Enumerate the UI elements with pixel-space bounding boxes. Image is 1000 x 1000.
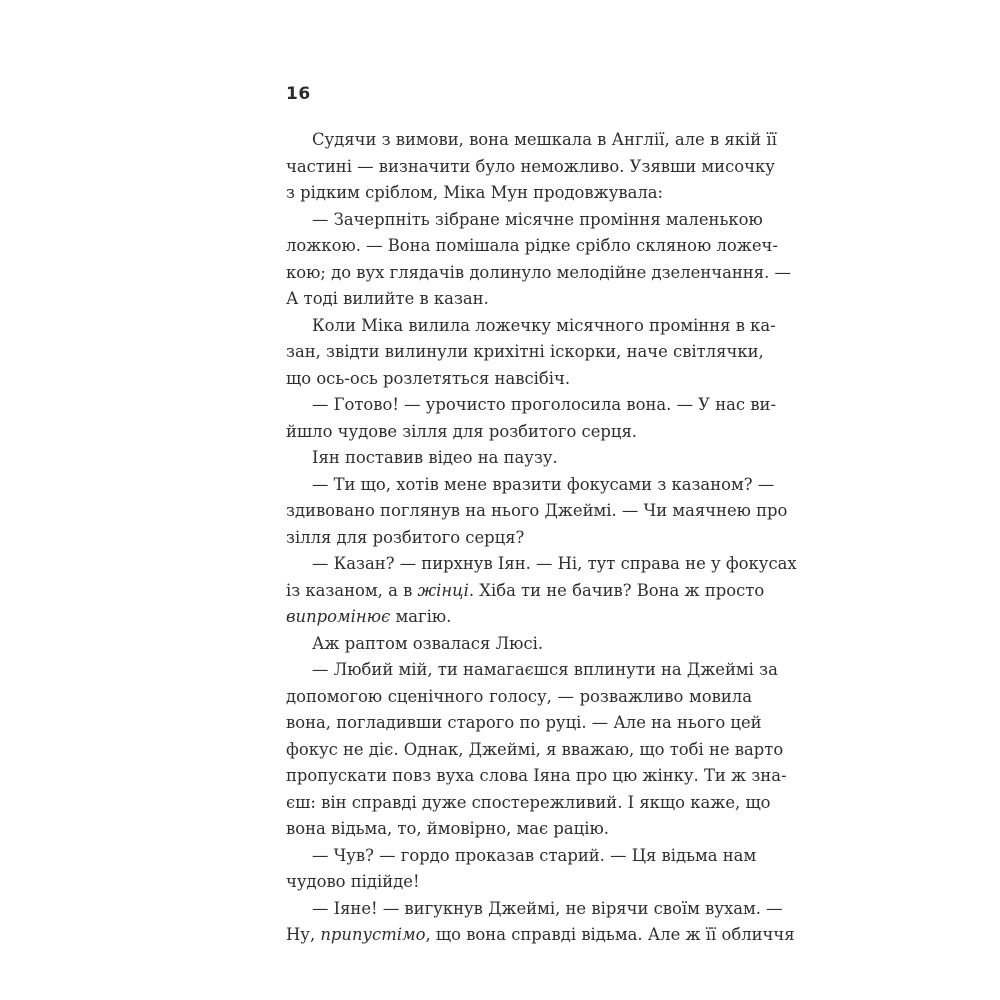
text-segment: Ну,	[286, 925, 321, 944]
text-segment: вона відьма, то, ймовірно, має рацію.	[286, 819, 609, 838]
text-segment: кою; до вух глядачів долинуло мелодійне дзеленчання. —	[286, 262, 791, 282]
text-line	[286, 286, 752, 313]
text-line	[286, 445, 752, 472]
text-segment: — Іяне! — вигукнув Джеймі, не вірячи своїм вухам. —	[312, 898, 783, 918]
text-line	[286, 578, 765, 605]
text-line	[286, 127, 777, 154]
text-segment: зілля для розбитого серця?	[286, 527, 525, 547]
text-line	[286, 896, 783, 923]
text-segment: . Хіба ти не бачив? Вона ж просто	[468, 580, 765, 600]
text-segment: фокус не діє. Однак, Джеймі, я вважаю, що тобі не варто	[286, 739, 784, 759]
text-segment: — Любий мій, ти намагаєшся вплинути на Джеймі за	[312, 660, 778, 679]
text-line	[286, 498, 788, 525]
text-segment: допомогою сценічного голосу, — розважливо мовила	[286, 686, 752, 706]
text-segment: А тоді вилийте в казан.	[286, 289, 489, 308]
text-line	[286, 207, 763, 234]
italic-text: припустімо	[320, 925, 426, 944]
body-text	[286, 127, 797, 949]
text-line	[286, 869, 752, 896]
text-segment: — Зачерпніть зібране місячне проміння маленькою	[312, 209, 763, 229]
text-line	[286, 843, 757, 870]
text-segment: Іян поставив відео на паузу.	[312, 448, 558, 467]
page-number: 16	[286, 84, 311, 104]
text-line	[286, 790, 771, 817]
text-line	[286, 737, 784, 764]
text-line	[286, 551, 797, 578]
text-segment: що ось-ось розлетяться навсібіч.	[286, 368, 571, 388]
text-line	[286, 472, 775, 499]
text-segment: Коли Міка вилила ложечку місячного проміння в ка-	[312, 315, 776, 335]
text-segment: зан, звідти вилинули крихітні іскорки, наче світлячки,	[286, 342, 764, 361]
text-line	[286, 684, 752, 711]
text-line	[286, 154, 775, 181]
italic-text: жінці	[417, 580, 469, 600]
text-line	[286, 419, 752, 446]
text-segment: вона, погладивши старого по руці. — Але на нього цей	[286, 713, 762, 732]
text-segment: — Ти що, хотів мене вразити фокусами з казаном? —	[312, 474, 775, 494]
text-segment: Аж раптом озвалася Люсі.	[312, 633, 544, 653]
text-segment: , що вона справді відьма. Але ж її обличчя	[425, 925, 795, 944]
text-segment: з рідким сріблом, Міка Мун продовжувала:	[286, 183, 664, 202]
text-line	[286, 763, 787, 790]
text-line	[286, 313, 776, 340]
text-segment: ложкою. — Вона помішала рідке срібло скляною ложеч-	[286, 236, 778, 255]
text-segment: чудово підійде!	[286, 872, 420, 891]
text-segment: здивовано поглянув на нього Джеймі. — Чи маячнею про	[286, 501, 788, 520]
text-line	[286, 233, 778, 260]
text-line	[286, 180, 752, 207]
text-line	[286, 604, 752, 631]
text-line	[286, 366, 752, 393]
text-segment: Судячи з вимови, вона мешкала в Англії, але в якій її	[312, 130, 777, 149]
italic-text: випромінює	[286, 607, 391, 626]
text-line	[286, 657, 778, 684]
text-line	[286, 339, 764, 366]
text-line	[286, 816, 752, 843]
text-segment: єш: він справді дуже спостережливий. І якщо каже, що	[286, 792, 771, 812]
text-line	[286, 392, 777, 419]
text-line	[286, 922, 795, 949]
text-line	[286, 525, 752, 552]
text-line	[286, 631, 752, 658]
text-segment: — Готово! — урочисто проголосила вона. — У нас ви-	[312, 395, 777, 414]
text-segment: — Чув? — гордо проказав старий. — Ця відьма нам	[312, 845, 757, 865]
text-segment: із казаном, а в	[286, 580, 418, 600]
text-segment: — Казан? — пирхнув Іян. — Ні, тут справа не у фокусах	[312, 554, 797, 573]
text-segment: пропускати повз вуха слова Іяна про цю жінку. Ти ж зна-	[286, 766, 787, 785]
text-segment: частині — визначити було неможливо. Узявши мисочку	[286, 156, 775, 176]
text-segment: йшло чудове зілля для розбитого серця.	[286, 421, 637, 441]
text-line	[286, 710, 762, 737]
text-line	[286, 260, 791, 287]
text-segment: магію.	[390, 607, 452, 626]
